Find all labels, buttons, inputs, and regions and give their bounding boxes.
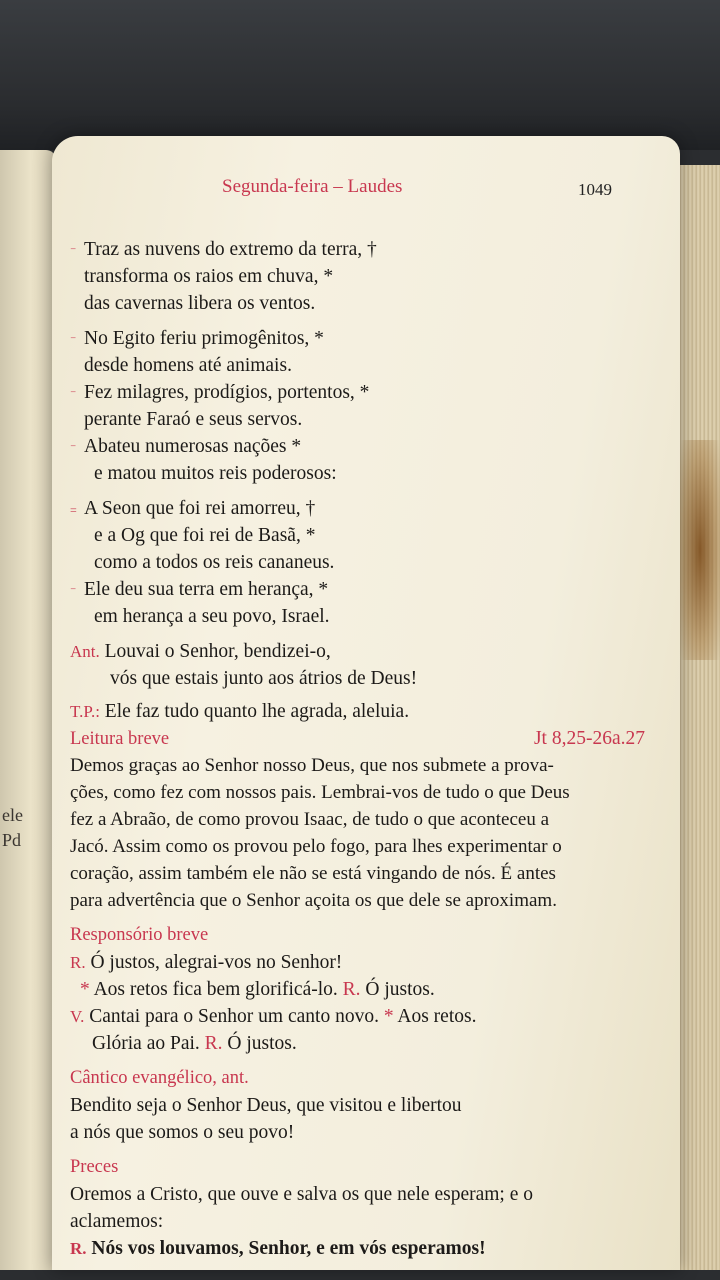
reading-line: Jacó. Assim como os provou pelo fogo, para lhes experimentar o (70, 836, 562, 857)
page-header (52, 176, 680, 204)
reading-reference: Jt 8,25-26a.27 (533, 728, 645, 749)
antiphon (70, 638, 645, 665)
psalm-line: ⁻ Ele deu sua terra em herança, * (70, 579, 329, 600)
preces-heading: Preces (70, 1157, 119, 1177)
psalm-line: = A Seon que foi rei amorreu, † (70, 498, 316, 519)
psalm-line: e matou muitos reis poderosos: (94, 463, 337, 484)
reading-line: para advertência que o Senhor açoita os que dele se aproximam. (70, 890, 557, 911)
psalm-line: em herança a seu povo, Israel. (94, 606, 330, 627)
canticle-line: a nós que somos o seu povo! (70, 1122, 295, 1143)
page-block-edge (676, 165, 720, 1270)
psalm-line: perante Faraó e seus servos. (84, 409, 303, 430)
psalm-line: transforma os raios em chuva, * (84, 266, 334, 287)
responsory-line: Glória ao Pai. R. Ó justos. (92, 1033, 297, 1054)
page-stain (680, 440, 720, 660)
responsory-line: V. Cantai para o Senhor um canto novo. * Aos retos. (70, 1006, 477, 1027)
canticle-heading: Cântico evangélico, ant. (70, 1068, 249, 1088)
reading-line: fez a Abraão, de como provou Isaac, de tudo o que aconteceu a (70, 809, 550, 830)
psalm-line: como a todos os reis cananeus. (94, 552, 335, 573)
antiphon-label: Ant. (70, 642, 100, 661)
psalm-line: ⁻ No Egito feriu primogênitos, * (70, 328, 324, 349)
page-body (70, 236, 645, 1262)
tp-text: Ele faz tudo quanto lhe agrada, aleluia. (104, 701, 410, 722)
psalm-line: ⁻ Fez milagres, prodígios, portentos, * (70, 382, 370, 403)
psalm-line: desde homens até animais. (84, 355, 292, 376)
tp-line (70, 698, 645, 725)
left-page-fragment: ele (2, 805, 23, 825)
preces-line: Oremos a Cristo, que ouve e salva os que nele esperam; e o (70, 1184, 533, 1205)
left-page-edge (0, 150, 56, 1270)
responsory-line: * Aos retos fica bem glorificá-lo. R. Ó justos. (80, 979, 435, 1000)
reading-line: ções, como fez com nossos pais. Lembrai-vos de tudo o que Deus (70, 782, 570, 803)
preces-response: R. Nós vos louvamos, Senhor, e em vós esperamos! (70, 1238, 486, 1259)
reading-header (70, 725, 645, 752)
tp-label: T.P.: (70, 702, 100, 721)
book-page (52, 136, 680, 1270)
psalm-line: ⁻ Traz as nuvens do extremo da terra, † (70, 239, 377, 260)
reading-line: Demos graças ao Senhor nosso Deus, que nos submete a prova- (70, 755, 554, 776)
page-number: 1049 (578, 180, 612, 199)
responsory-line: R. Ó justos, alegrai-vos no Senhor! (70, 952, 343, 973)
psalm-line: das cavernas libera os ventos. (84, 293, 316, 314)
psalm-line: ⁻ Abateu numerosas nações * (70, 436, 302, 457)
left-page-fragment: Pd (2, 830, 22, 850)
background (0, 0, 720, 150)
canticle-line: Bendito seja o Senhor Deus, que visitou e libertou (70, 1095, 462, 1116)
antiphon-line: vós que estais junto aos átrios de Deus! (110, 668, 418, 689)
reading-heading: Leitura breve (70, 729, 170, 749)
preces-line: aclamemos: (70, 1211, 164, 1232)
responsory-heading: Responsório breve (70, 925, 209, 945)
antiphon-text: Louvai o Senhor, bendizei-o, (104, 641, 331, 662)
reading-line: coração, assim também ele não se está vingando de nós. É antes (70, 863, 556, 884)
psalm-line: e a Og que foi rei de Basã, * (94, 525, 316, 546)
running-head: Segunda-feira – Laudes (222, 176, 403, 197)
